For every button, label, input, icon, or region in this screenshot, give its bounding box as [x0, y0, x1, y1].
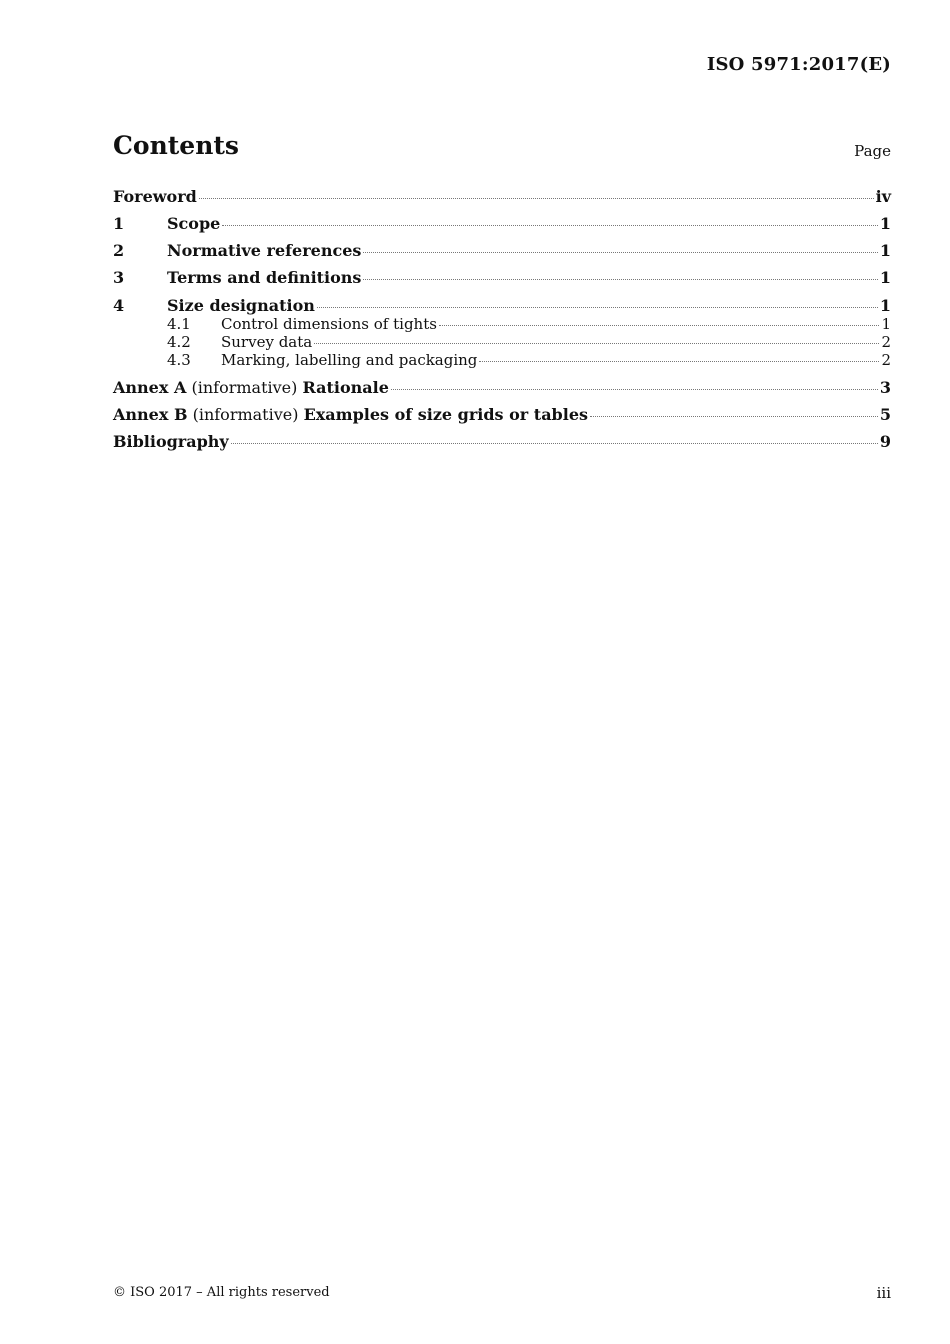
toc-number: 3 [113, 268, 125, 287]
toc-label: Survey data [221, 333, 313, 351]
toc-page-number: 1 [879, 241, 891, 260]
toc-label: Size designation [167, 296, 315, 315]
toc-number: 2 [113, 241, 125, 260]
toc-page-number: 2 [881, 333, 891, 351]
toc-number: 1 [113, 214, 125, 233]
page-number: iii [876, 1284, 891, 1302]
toc-number: 4.3 [167, 351, 191, 369]
toc-entry-size-designation[interactable] [113, 296, 891, 315]
toc-page-number: 3 [879, 378, 891, 397]
toc-number: 4.2 [167, 333, 191, 351]
toc-subentry-4-1[interactable] [113, 315, 891, 333]
table-of-contents [113, 183, 891, 451]
toc-subentry-4-3[interactable] [113, 351, 891, 369]
annex-kind: (informative) [192, 405, 299, 424]
dot-leader [479, 361, 879, 362]
dot-leader [314, 343, 879, 344]
toc-label: Bibliography [113, 432, 229, 451]
toc-entry-bibliography[interactable] [113, 432, 891, 451]
toc-page-number: 1 [881, 315, 891, 333]
dot-leader [439, 325, 880, 326]
annex-prefix: Annex B [113, 405, 188, 424]
toc-label [113, 405, 588, 424]
dot-leader [199, 198, 874, 199]
toc-entry-normative-references[interactable] [113, 241, 891, 260]
toc-page-number: iv [875, 187, 891, 206]
toc-number: 4.1 [167, 315, 191, 333]
toc-label: Marking, labelling and packaging [221, 351, 478, 369]
dot-leader [222, 225, 878, 226]
toc-label: Control dimensions of tights [221, 315, 437, 333]
annex-title: Examples of size grids or tables [303, 405, 589, 424]
toc-page-number: 5 [879, 405, 891, 424]
dot-leader [317, 307, 878, 308]
toc-page-number: 1 [879, 268, 891, 287]
annex-prefix: Annex A [113, 378, 187, 397]
toc-label: Scope [167, 214, 221, 233]
toc-page-number: 1 [879, 296, 891, 315]
dot-leader [391, 389, 878, 390]
page-column-label: Page [854, 142, 891, 160]
toc-label [113, 378, 389, 397]
dot-leader [231, 443, 878, 444]
toc-page-number: 2 [881, 351, 891, 369]
dot-leader [363, 279, 877, 280]
toc-label: Terms and definitions [167, 268, 362, 287]
annex-kind: (informative) [191, 378, 298, 397]
toc-page-number: 1 [879, 214, 891, 233]
toc-label: Normative references [167, 241, 362, 260]
toc-subentry-4-2[interactable] [113, 333, 891, 351]
toc-page-number: 9 [879, 432, 891, 451]
toc-number: 4 [113, 296, 125, 315]
toc-label: Foreword [113, 187, 197, 206]
annex-title: Rationale [302, 378, 389, 397]
copyright-notice: © ISO 2017 – All rights reserved [113, 1285, 330, 1300]
toc-entry-annex-b[interactable] [113, 405, 891, 424]
contents-heading: Contents [113, 131, 240, 160]
dot-leader [590, 416, 878, 417]
toc-entry-annex-a[interactable] [113, 378, 891, 397]
toc-entry-terms-and-definitions[interactable] [113, 268, 891, 287]
standard-identifier: ISO 5971:2017(E) [706, 54, 891, 75]
dot-leader [363, 252, 877, 253]
toc-entry-foreword[interactable] [113, 187, 891, 206]
toc-entry-scope[interactable] [113, 214, 891, 233]
